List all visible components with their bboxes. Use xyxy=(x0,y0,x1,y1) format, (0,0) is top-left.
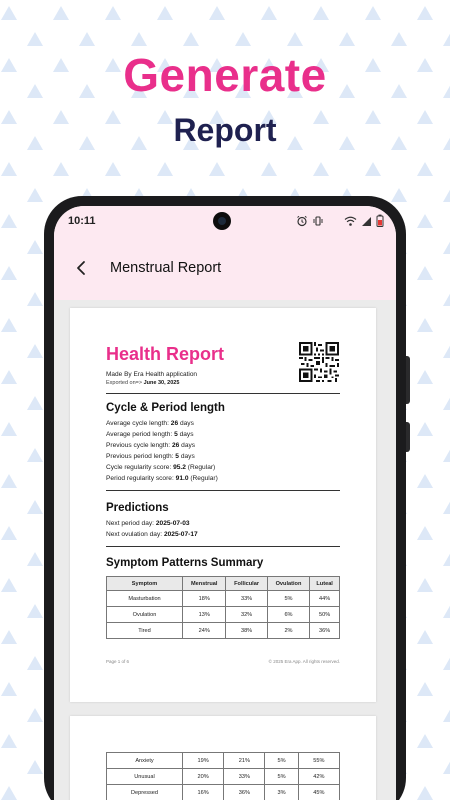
cycle-stat-line: Average period length: 5 days xyxy=(106,431,194,438)
status-icons xyxy=(296,214,384,227)
app-bar xyxy=(54,236,396,300)
status-time: 10:11 xyxy=(68,215,96,227)
battery-icon xyxy=(376,214,384,227)
table-row xyxy=(107,623,340,639)
promo-subheadline: Report xyxy=(173,112,277,148)
signal-icon xyxy=(361,215,372,227)
report-page-1 xyxy=(70,308,376,702)
camera-icon xyxy=(213,212,231,230)
status-bar xyxy=(54,206,396,236)
report-title: Health Report xyxy=(106,344,225,364)
prediction-line: Next ovulation day: 2025-07-17 xyxy=(106,531,198,538)
table-cell: 3% xyxy=(265,785,298,800)
wifi-icon xyxy=(344,215,357,227)
phone-frame xyxy=(44,196,406,800)
prediction-line: Next period day: 2025-07-03 xyxy=(106,520,190,527)
table-cell: 36% xyxy=(224,785,265,800)
table-cell: 36% xyxy=(310,623,340,639)
table-cell: 2% xyxy=(267,623,310,639)
table-cell: 5% xyxy=(265,769,298,785)
divider xyxy=(106,393,340,394)
back-arrow-icon xyxy=(74,260,90,276)
table-cell: 45% xyxy=(298,785,339,800)
table-row xyxy=(107,591,340,607)
cycle-section-title: Cycle & Period length xyxy=(106,402,225,414)
table-row xyxy=(107,769,340,785)
report-viewer[interactable] xyxy=(54,300,396,800)
table-cell: 24% xyxy=(183,623,226,639)
table-cell: Masturbation xyxy=(107,591,183,607)
table-header-cell: Follicular xyxy=(226,577,267,591)
moon-icon xyxy=(328,215,340,227)
cycle-stat-line: Period regularity score: 91.0 (Regular) xyxy=(106,475,218,482)
predictions-section-title: Predictions xyxy=(106,502,169,514)
table-cell: Unusual xyxy=(107,769,183,785)
cycle-stat-line: Cycle regularity score: 95.2 (Regular) xyxy=(106,464,216,471)
symptoms-section-title: Symptom Patterns Summary xyxy=(106,557,264,569)
table-header-cell: Symptom xyxy=(107,577,183,591)
table-cell: Ovulation xyxy=(107,607,183,623)
table-cell: 55% xyxy=(298,753,339,769)
table-cell: 16% xyxy=(183,785,224,800)
table-row xyxy=(107,607,340,623)
cycle-stat-line: Previous cycle length: 26 days xyxy=(106,442,196,449)
symptom-patterns-table xyxy=(106,576,340,639)
table-cell: 18% xyxy=(183,591,226,607)
table-header-row xyxy=(107,577,340,591)
promo-headline: Generate xyxy=(123,49,327,101)
table-cell: 33% xyxy=(226,591,267,607)
table-cell: 5% xyxy=(267,591,310,607)
table-cell: 5% xyxy=(265,753,298,769)
alarm-icon xyxy=(296,215,308,227)
table-header-cell: Luteal xyxy=(310,577,340,591)
table-cell: 13% xyxy=(183,607,226,623)
report-made-by: Made By Era Health application xyxy=(106,371,198,378)
back-button[interactable] xyxy=(64,250,100,286)
cycle-stat-line: Average cycle length: 26 days xyxy=(106,420,194,427)
phone-volume-button xyxy=(406,356,410,404)
table-cell: 44% xyxy=(310,591,340,607)
table-cell: Depressed xyxy=(107,785,183,800)
report-page-2 xyxy=(70,716,376,800)
cycle-stat-line: Previous period length: 5 days xyxy=(106,453,195,460)
table-cell: 33% xyxy=(224,769,265,785)
table-header-cell: Ovulation xyxy=(267,577,310,591)
phone-screen xyxy=(54,206,396,800)
table-header-cell: Menstrual xyxy=(183,577,226,591)
table-cell: 42% xyxy=(298,769,339,785)
vibrate-icon xyxy=(312,215,324,227)
report-exported: Exported on=> June 30, 2025 xyxy=(106,380,180,386)
table-cell: 21% xyxy=(224,753,265,769)
symptom-patterns-table-continued xyxy=(106,752,340,800)
table-row xyxy=(107,753,340,769)
table-cell: 19% xyxy=(183,753,224,769)
page-copyright: © 2025 Era App. All rights reserved. xyxy=(268,659,340,664)
app-bar-title: Menstrual Report xyxy=(110,260,222,276)
table-cell: 6% xyxy=(267,607,310,623)
table-cell: 50% xyxy=(310,607,340,623)
table-row xyxy=(107,785,340,800)
table-cell: Tired xyxy=(107,623,183,639)
table-cell: Anxiety xyxy=(107,753,183,769)
table-cell: 38% xyxy=(226,623,267,639)
page-number: Page 1 of 6 xyxy=(106,659,130,664)
divider xyxy=(106,546,340,547)
divider xyxy=(106,490,340,491)
phone-power-button xyxy=(406,422,410,452)
qr-code-icon xyxy=(299,342,339,382)
table-cell: 32% xyxy=(226,607,267,623)
table-cell: 20% xyxy=(183,769,224,785)
